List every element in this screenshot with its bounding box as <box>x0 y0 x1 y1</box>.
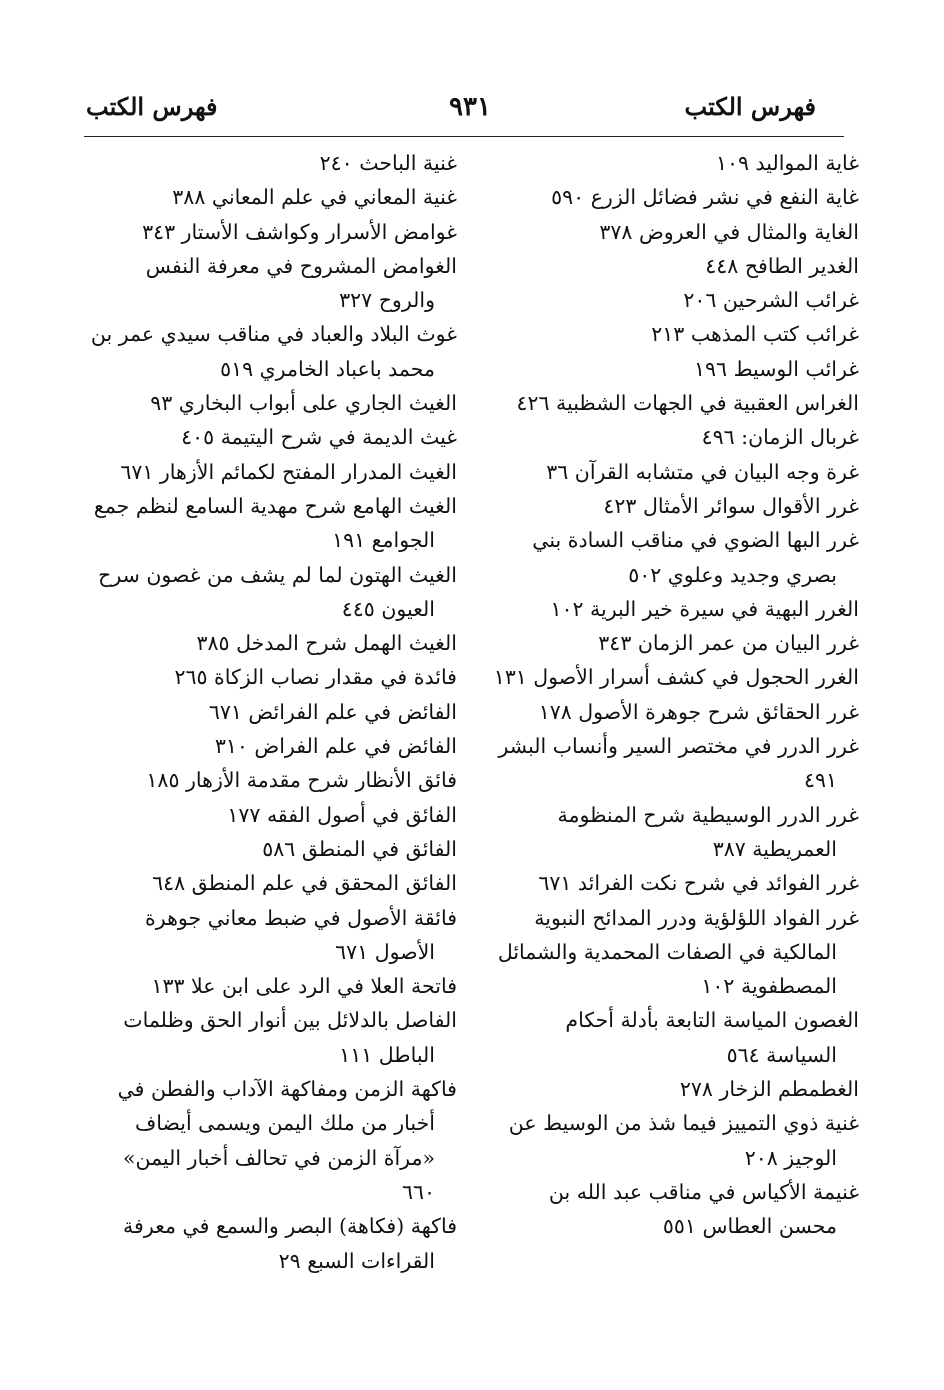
index-entry: غنيمة الأكياس في مناقب عبد الله بن محسن العطاس ٥٥١ <box>548 1179 859 1239</box>
index-entry: غرائب كتب المذهب ٢١٣ <box>651 322 859 347</box>
index-entry: غاية المواليد ١٠٩ <box>715 151 859 175</box>
running-head-right: فهرس الكتب <box>684 92 816 121</box>
index-entry: غرر الحقائق شرح جوهرة الأصول ١٧٨ <box>538 699 859 724</box>
index-entry: غرر الأقوال سوائر الأمثال ٤٢٣ <box>603 493 859 518</box>
index-entry: الغطمطم الزخار ٢٧٨ <box>679 1077 859 1102</box>
index-entry: فائقة الأصول في ضبط معاني جوهرة الأصول ٦٧١ <box>145 905 457 964</box>
index-entry: الفائض في علم الفرائض ٦٧١ <box>208 699 457 724</box>
index-entry: الغرر الحجول في كشف أسرار الأصول ١٣١ <box>493 665 859 690</box>
index-entry: الفائق في أصول الفقه ١٧٧ <box>227 802 457 827</box>
index-entry: فاكهة (فكاهة) البصر والسمع في معرفة القراءات السبع ٢٩ <box>123 1214 457 1273</box>
index-column-right <box>491 146 859 1244</box>
index-entry: الغراس العقبية في الجهات الشظبية ٤٢٦ <box>516 391 859 416</box>
index-entry: الغوامض المشروح في معرفة النفس والروح ٣٢٧ <box>145 253 457 313</box>
index-entry: فائق الأنظار شرح مقدمة الأزهار ١٨٥ <box>146 768 457 793</box>
index-entry: الفائق في المنطق ٥٨٦ <box>262 836 457 861</box>
index-entry: الفائض في علم الفراض ٣١٠ <box>214 734 457 759</box>
running-head-left: فهرس الكتب <box>86 92 218 121</box>
index-entry: غيث الديمة في شرح اليتيمة ٤٠٥ <box>181 425 457 450</box>
index-entry: غرائب الشرحين ٢٠٦ <box>683 288 859 313</box>
index-entry: غوامض الأسرار وكواشف الأستار ٣٤٣ <box>142 219 457 244</box>
header-rule <box>84 136 844 137</box>
index-entry: فاكهة الزمن ومفاكهة الآداب والفطن في أخبار من ملك اليمن ويسمى أيضاف «مرآة الزمن في تحالف أخبار اليمن» ٦٦٠ <box>117 1077 457 1204</box>
index-entry: فائدة في مقدار نصاب الزكاة ٢٦٥ <box>174 665 457 690</box>
index-entry: الغيث المدرار المفتح لكمائم الأزهار ٦٧١ <box>120 459 457 484</box>
index-entry: فاتحة العلا في الرد على ابن علا ١٣٣ <box>151 974 457 999</box>
index-entry: الفاصل بالدلائل بين أنوار الحق وظلمات الباطل ١١١ <box>123 1008 457 1067</box>
index-entry: غرر الدرر في مختصر السير وأنساب البشر ٤٩١ <box>498 734 859 793</box>
index-entry: غرائب الوسيط ١٩٦ <box>694 356 859 381</box>
index-entry: غرر البيان من عمر الزمان ٣٤٣ <box>598 631 859 656</box>
index-column-left <box>89 146 457 1278</box>
index-entry: غرر الدرر الوسيطية شرح المنظومة العمريطية ٣٨٧ <box>557 802 859 861</box>
index-entry: الغيث الهتون لما لم يشف من غصون سرح العيون ٤٤٥ <box>98 562 457 621</box>
index-entry: غوث البلاد والعباد في مناقب سيدي عمر بن محمد باعباد الخامري ٥١٩ <box>90 322 457 381</box>
index-entry: غرر البها الضوي في مناقب السادة بني بصري وجديد وعلوي ٥٠٢ <box>532 528 859 587</box>
index-entry: غنية الباحث ٢٤٠ <box>319 151 457 175</box>
index-entry: الغيث الهامع شرح مهدية السامع لنظم جمع الجوامع ١٩١ <box>93 493 457 553</box>
index-entry: الغدير الطافح ٤٤٨ <box>705 253 859 278</box>
index-entry: غنية المعاني في علم المعاني ٣٨٨ <box>172 185 457 210</box>
index-entry: الغرر البهية في سيرة خير البرية ١٠٢ <box>550 596 859 621</box>
index-entry: غربال الزمان: ٤٩٦ <box>701 425 859 450</box>
index-entry: الغيث الجاري على أبواب البخاري ٩٣ <box>150 391 457 416</box>
index-entry: غرر الفواد اللؤلؤية ودرر المدائح النبوية المالكية في الصفات المحمدية والشمائل المصطفوية ١٠٢ <box>497 905 859 999</box>
index-entry: غرر الفوائد في شرح نكت الفرائد ٦٧١ <box>538 871 859 896</box>
page-number: ٩٣١ <box>449 92 491 122</box>
index-entry: غرة وجه البيان في متشابه القرآن ٣٦ <box>546 459 859 484</box>
index-entry: الغصون المياسة التابعة بأدلة أحكام السياسة ٥٦٤ <box>565 1008 859 1067</box>
index-entry: الغيث الهمل شرح المدخل ٣٨٥ <box>196 631 457 656</box>
index-entry: غنية ذوي التمييز فيما شذ من الوسيط عن الوجيز ٢٠٨ <box>508 1111 859 1170</box>
index-entry: الغاية والمثال في العروض ٣٧٨ <box>599 219 859 244</box>
index-entry: الفائق المحقق في علم المنطق ٦٤٨ <box>152 871 457 896</box>
index-entry: غاية النفع في نشر فضائل الزرع ٥٩٠ <box>551 185 859 210</box>
